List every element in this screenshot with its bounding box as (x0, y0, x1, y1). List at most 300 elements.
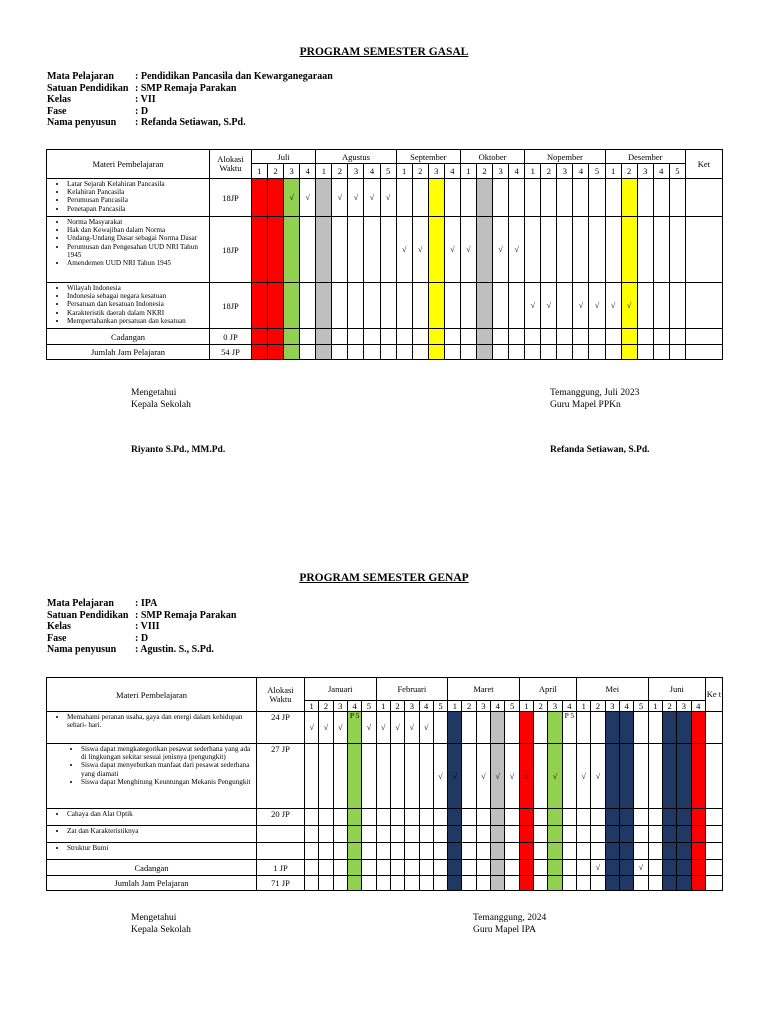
check-mark: √ (476, 744, 490, 809)
week-number: 2 (591, 701, 605, 712)
month-header: Februari (376, 678, 448, 701)
gasal-schedule-table (46, 149, 723, 360)
materi-cell (47, 712, 257, 744)
identity-value: : SMP Remaja Parakan (135, 609, 237, 621)
week-cell (364, 283, 380, 329)
jumlah-row (47, 876, 723, 891)
identity-label: Kelas (47, 94, 71, 105)
month-header: Januari (305, 678, 377, 701)
week-cell (476, 809, 490, 826)
week-number: 1 (316, 164, 332, 179)
week-cell (390, 843, 404, 860)
materi-list (51, 218, 207, 267)
week-cell (662, 843, 676, 860)
week-number: 1 (525, 164, 541, 179)
week-cell (548, 843, 562, 860)
check-mark: √ (573, 283, 589, 329)
week-cell (316, 217, 332, 283)
week-cell (396, 329, 412, 345)
week-cell (677, 860, 691, 876)
month-header: Maret (448, 678, 520, 701)
month-header: Oktober (460, 150, 524, 164)
week-cell (634, 876, 648, 891)
week-cell (519, 809, 533, 826)
week-number: 3 (428, 164, 444, 179)
week-cell (462, 843, 476, 860)
ket-cell (705, 876, 722, 891)
week-cell (519, 876, 533, 891)
materi-item: • Karakteristik daerah dalam NKRI (67, 309, 207, 317)
materi-list (51, 810, 254, 818)
week-number: 4 (573, 164, 589, 179)
week-cell (519, 843, 533, 860)
materi-cell (47, 744, 257, 809)
week-number: 3 (284, 164, 300, 179)
week-cell (505, 826, 519, 843)
week-cell (448, 826, 462, 843)
alokasi-cell: 18JP (210, 283, 252, 329)
week-cell (376, 876, 390, 891)
materi-item: • Perumusan dan Pengesahan UUD NRI Tahun 1945 (67, 243, 207, 259)
week-cell (605, 345, 621, 360)
week-cell (634, 809, 648, 826)
alokasi-header: Alokasi Waktu (210, 150, 252, 179)
week-cell (662, 876, 676, 891)
week-cell (669, 329, 685, 345)
genap-sign-right-line2: Guru Mapel IPA (473, 925, 536, 935)
gasal-sign-right-line2: Guru Mapel PPKn (550, 400, 621, 410)
week-cell (376, 843, 390, 860)
materi-cell (47, 179, 210, 217)
identity-label: Fase (47, 632, 67, 644)
week-cell (619, 860, 633, 876)
week-cell (491, 876, 505, 891)
week-cell (605, 712, 619, 744)
p5-marker: P 5 (562, 712, 576, 744)
week-number: 4 (444, 164, 460, 179)
week-cell (448, 712, 462, 744)
gasal-identity-row (47, 106, 333, 118)
week-cell (662, 826, 676, 843)
ket-header: Ket (685, 150, 722, 179)
week-cell (677, 843, 691, 860)
check-mark: √ (284, 179, 300, 217)
week-cell (300, 345, 316, 360)
check-mark: √ (577, 744, 591, 809)
week-cell (428, 217, 444, 283)
week-cell (577, 843, 591, 860)
week-cell (252, 329, 268, 345)
week-cell (252, 217, 268, 283)
week-number: 2 (332, 164, 348, 179)
genap-identity-row (47, 644, 236, 656)
week-cell (428, 283, 444, 329)
week-cell (419, 744, 433, 809)
week-cell (419, 809, 433, 826)
week-cell (348, 345, 364, 360)
month-header: Juli (252, 150, 316, 164)
week-cell (653, 345, 669, 360)
week-cell (493, 179, 509, 217)
week-cell (691, 843, 705, 860)
week-cell (573, 345, 589, 360)
check-mark: √ (605, 283, 621, 329)
week-cell (380, 345, 396, 360)
cadangan-row-alokasi: 1 JP (257, 860, 305, 876)
jumlah-row-alokasi: 71 JP (257, 876, 305, 891)
week-cell (621, 179, 637, 217)
week-cell (648, 876, 662, 891)
week-cell (364, 345, 380, 360)
week-cell (525, 345, 541, 360)
week-cell (412, 179, 428, 217)
jumlah-row-label: Jumlah Jam Pelajaran (47, 345, 210, 360)
cadangan-row (47, 329, 723, 345)
week-cell (300, 217, 316, 283)
week-cell (448, 843, 462, 860)
week-cell (548, 876, 562, 891)
month-header: Desember (605, 150, 685, 164)
materi-header: Materi Pembelajaran (47, 150, 210, 179)
week-cell (268, 283, 284, 329)
week-cell (332, 345, 348, 360)
week-number: 1 (460, 164, 476, 179)
week-cell (268, 179, 284, 217)
week-cell (648, 712, 662, 744)
week-cell (493, 345, 509, 360)
check-mark: √ (319, 712, 333, 744)
month-header: April (519, 678, 576, 701)
week-number: 3 (548, 701, 562, 712)
check-mark: √ (589, 283, 605, 329)
materi-item: • Struktur Bumi (67, 844, 254, 852)
week-number: 3 (493, 164, 509, 179)
check-mark: √ (493, 217, 509, 283)
week-cell (691, 826, 705, 843)
month-header: Juni (648, 678, 705, 701)
week-cell (305, 843, 319, 860)
week-cell (577, 809, 591, 826)
week-cell (525, 179, 541, 217)
week-cell (396, 283, 412, 329)
week-cell (305, 744, 319, 809)
week-cell (648, 744, 662, 809)
check-mark: √ (548, 744, 562, 809)
week-cell (648, 826, 662, 843)
alokasi-header: Alokasi Waktu (257, 678, 305, 712)
genap-identity-row (47, 633, 236, 645)
check-mark: √ (634, 860, 648, 876)
week-cell (376, 744, 390, 809)
week-cell (634, 826, 648, 843)
genap-title: PROGRAM SEMESTER GENAP (299, 572, 469, 584)
week-cell (396, 179, 412, 217)
week-cell (390, 876, 404, 891)
week-cell (405, 826, 419, 843)
week-number: 2 (541, 164, 557, 179)
ket-cell (685, 179, 722, 217)
week-number: 3 (333, 701, 347, 712)
week-cell (252, 345, 268, 360)
week-cell (433, 712, 447, 744)
ket-cell (705, 744, 722, 809)
week-cell (405, 860, 419, 876)
week-cell (319, 826, 333, 843)
week-cell (534, 712, 548, 744)
cadangan-row (47, 860, 723, 876)
week-cell (557, 283, 573, 329)
week-cell (333, 744, 347, 809)
gasal-title: PROGRAM SEMESTER GASAL (299, 46, 469, 58)
week-number: 1 (376, 701, 390, 712)
check-mark: √ (380, 179, 396, 217)
week-cell (476, 860, 490, 876)
genap-identity-row (47, 621, 236, 633)
week-cell (677, 809, 691, 826)
week-number: 1 (519, 701, 533, 712)
check-mark: √ (396, 217, 412, 283)
week-cell (605, 179, 621, 217)
week-cell (433, 826, 447, 843)
week-cell (476, 876, 490, 891)
week-cell (505, 843, 519, 860)
week-cell (332, 283, 348, 329)
week-cell (462, 876, 476, 891)
identity-value: : Pendidikan Pancasila dan Kewarganegaraan (135, 71, 333, 82)
table-row (47, 826, 723, 843)
week-cell (444, 179, 460, 217)
week-cell (491, 826, 505, 843)
materi-item: • Perumusan Pancasila (67, 196, 207, 204)
table-row (47, 843, 723, 860)
gasal-identity-row (47, 83, 333, 95)
materi-item: • Amendemen UUD NRI Tahun 1945 (67, 259, 207, 267)
week-cell (519, 826, 533, 843)
materi-cell (47, 826, 257, 843)
week-cell (648, 809, 662, 826)
week-cell (548, 712, 562, 744)
week-cell (534, 876, 548, 891)
table-row (47, 179, 723, 217)
identity-value: : Refanda Setiawan, S.Pd. (135, 117, 246, 128)
week-cell (376, 826, 390, 843)
week-cell (589, 179, 605, 217)
check-mark: √ (541, 283, 557, 329)
week-cell (573, 329, 589, 345)
week-number: 1 (577, 701, 591, 712)
week-cell (634, 712, 648, 744)
materi-header: Materi Pembelajaran (47, 678, 257, 712)
week-cell (653, 217, 669, 283)
check-mark: √ (419, 712, 433, 744)
alokasi-cell: 20 JP (257, 809, 305, 826)
week-number: 3 (557, 164, 573, 179)
genap-header-months (47, 678, 723, 701)
week-cell (428, 329, 444, 345)
week-cell (347, 843, 361, 860)
week-cell (362, 826, 376, 843)
week-cell (669, 179, 685, 217)
week-cell (462, 809, 476, 826)
week-cell (444, 345, 460, 360)
materi-cell (47, 809, 257, 826)
ket-cell (705, 809, 722, 826)
week-number: 5 (433, 701, 447, 712)
week-cell (591, 826, 605, 843)
week-cell (621, 345, 637, 360)
check-mark: √ (412, 217, 428, 283)
week-cell (491, 860, 505, 876)
week-cell (591, 876, 605, 891)
week-cell (396, 345, 412, 360)
week-cell (637, 345, 653, 360)
week-cell (347, 809, 361, 826)
check-mark: √ (591, 744, 605, 809)
gasal-sign-left-line1: Mengetahui (131, 388, 177, 398)
identity-value: : IPA (135, 598, 158, 609)
week-cell (534, 744, 548, 809)
week-cell (319, 843, 333, 860)
week-number: 1 (448, 701, 462, 712)
alokasi-cell: 24 JP (257, 712, 305, 744)
week-number: 2 (534, 701, 548, 712)
alokasi-cell (257, 843, 305, 860)
week-number: 3 (348, 164, 364, 179)
ket-cell (705, 826, 722, 843)
gasal-sign-right-line1: Temanggung, Juli 2023 (550, 388, 640, 398)
week-cell (562, 876, 576, 891)
week-cell (534, 843, 548, 860)
identity-label: Mata Pelajaran (47, 598, 114, 609)
week-cell (591, 843, 605, 860)
week-cell (405, 744, 419, 809)
materi-item: • Indonesia sebagai negara kesatuan (67, 292, 207, 300)
materi-item: • Hak dan Kewajiban dalam Norma (67, 226, 207, 234)
week-cell (619, 712, 633, 744)
week-cell (509, 283, 525, 329)
week-cell (589, 345, 605, 360)
week-number: 2 (390, 701, 404, 712)
week-cell (577, 712, 591, 744)
week-cell (577, 876, 591, 891)
ket-cell (705, 860, 722, 876)
week-cell (412, 345, 428, 360)
identity-value: : VII (135, 94, 156, 105)
week-cell (319, 809, 333, 826)
week-cell (347, 860, 361, 876)
week-cell (669, 217, 685, 283)
week-cell (300, 329, 316, 345)
week-cell (548, 826, 562, 843)
week-cell (509, 329, 525, 345)
cadangan-row-label: Cadangan (47, 860, 257, 876)
week-cell (477, 329, 493, 345)
week-cell (619, 826, 633, 843)
week-cell (348, 217, 364, 283)
week-cell (493, 283, 509, 329)
week-cell (605, 843, 619, 860)
week-cell (362, 809, 376, 826)
week-cell (562, 843, 576, 860)
week-cell (677, 712, 691, 744)
materi-cell (47, 283, 210, 329)
gasal-sign-right (550, 387, 650, 456)
week-cell (541, 179, 557, 217)
genap-sign-left (131, 912, 191, 936)
week-number: 4 (491, 701, 505, 712)
check-mark: √ (364, 179, 380, 217)
materi-list (51, 284, 207, 325)
week-number: 3 (405, 701, 419, 712)
week-cell (648, 860, 662, 876)
cadangan-row-alokasi: 0 JP (210, 329, 252, 345)
week-cell (448, 809, 462, 826)
week-cell (419, 843, 433, 860)
week-cell (405, 809, 419, 826)
alokasi-cell: 27 JP (257, 744, 305, 809)
week-number: 3 (677, 701, 691, 712)
week-cell (477, 217, 493, 283)
materi-item: • Undang-Undang Dasar sebagai Norma Dasar (67, 234, 207, 242)
week-cell (548, 809, 562, 826)
week-cell (677, 744, 691, 809)
week-cell (460, 179, 476, 217)
week-cell (419, 860, 433, 876)
week-cell (662, 809, 676, 826)
week-cell (380, 217, 396, 283)
week-cell (300, 283, 316, 329)
week-cell (493, 329, 509, 345)
week-cell (605, 744, 619, 809)
week-cell (390, 826, 404, 843)
week-number: 1 (252, 164, 268, 179)
week-number: 5 (634, 701, 648, 712)
week-cell (433, 809, 447, 826)
week-cell (362, 843, 376, 860)
week-cell (364, 217, 380, 283)
week-cell (405, 876, 419, 891)
week-cell (677, 876, 691, 891)
week-cell (637, 329, 653, 345)
week-cell (541, 329, 557, 345)
week-cell (252, 179, 268, 217)
identity-label: Nama penyusun (47, 117, 117, 128)
week-cell (648, 843, 662, 860)
identity-label: Satuan Pendidikan (47, 609, 129, 621)
week-number: 2 (477, 164, 493, 179)
week-cell (284, 283, 300, 329)
week-cell (316, 283, 332, 329)
week-cell (412, 329, 428, 345)
materi-item: • Latar Sejarah Kelahiran Pancasila (67, 180, 207, 188)
week-cell (577, 826, 591, 843)
week-cell (319, 860, 333, 876)
gasal-identity-row (47, 71, 333, 83)
week-number: 2 (412, 164, 428, 179)
week-number: 5 (362, 701, 376, 712)
cadangan-row-label: Cadangan (47, 329, 210, 345)
week-cell (419, 826, 433, 843)
ket-cell (685, 329, 722, 345)
week-cell (348, 283, 364, 329)
week-number: 5 (505, 701, 519, 712)
check-mark: √ (448, 744, 462, 809)
week-cell (653, 283, 669, 329)
week-cell (557, 179, 573, 217)
week-cell (605, 876, 619, 891)
week-cell (460, 283, 476, 329)
identity-value: : SMP Remaja Parakan (135, 82, 237, 94)
